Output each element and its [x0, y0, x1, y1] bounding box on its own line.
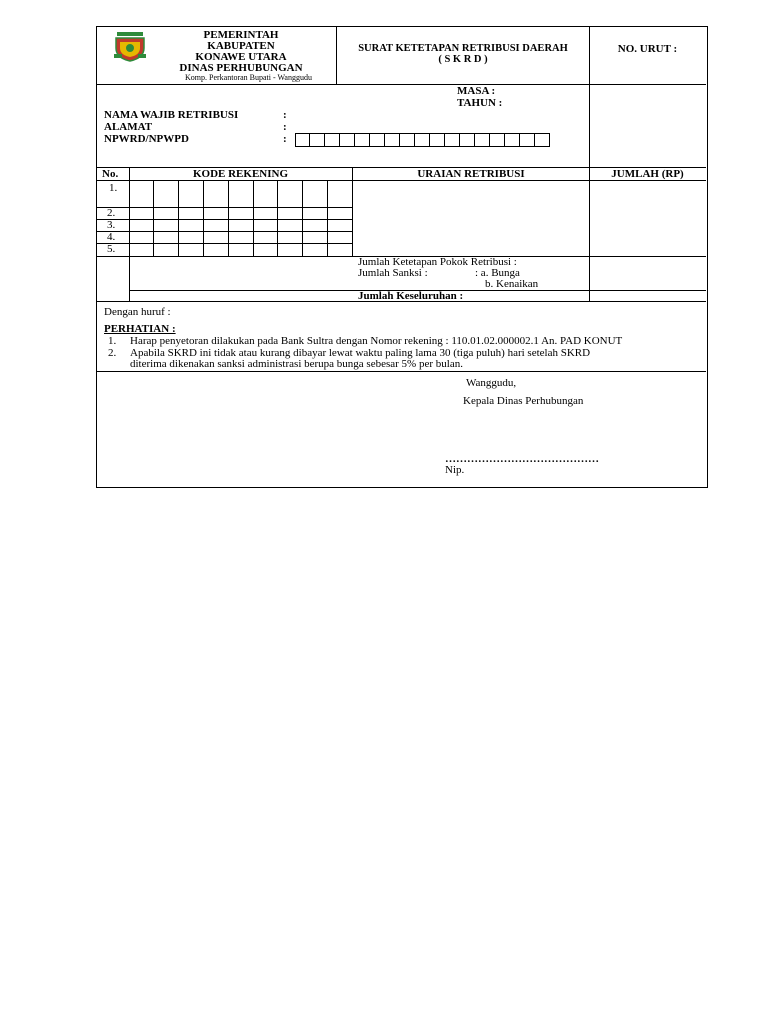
notes-bottom-line	[97, 371, 706, 372]
col-kode-header: KODE REKENING	[192, 168, 289, 180]
npwrd-box[interactable]	[460, 133, 475, 147]
doc-title: SURAT KETETAPAN RETRIBUSI DAERAH	[358, 43, 568, 54]
alamat-colon: :	[283, 121, 287, 133]
note-2-number: 2.	[108, 347, 117, 359]
kode-grid-line	[302, 180, 303, 256]
npwrd-box[interactable]	[475, 133, 490, 147]
no-urut-label: NO. URUT :	[617, 43, 678, 55]
row-number: 2.	[107, 207, 116, 219]
npwrd-label: NPWRD/NPWPD	[104, 133, 189, 145]
note-1-text: Harap penyetoran dilakukan pada Bank Sultra dengan Nomor rekening : 110.01.02.000002.1 An. PAD KONUT	[130, 335, 623, 347]
row-number: 4.	[107, 231, 116, 243]
office-address: Komp. Perkantoran Bupati - Wanggudu	[185, 73, 312, 82]
row-number: 5.	[107, 243, 116, 255]
kode-grid-line	[277, 180, 278, 256]
kode-grid-line	[153, 180, 154, 256]
tahun-label: TAHUN :	[457, 97, 503, 109]
gov-line-4: DINAS PERHUBUNGAN	[179, 62, 303, 74]
gov-line-1: PEMERINTAH	[203, 29, 279, 41]
gov-line-2: KABUPATEN	[207, 40, 275, 52]
kode-grid-line	[253, 180, 254, 256]
npwrd-box[interactable]	[310, 133, 325, 147]
npwrd-box[interactable]	[355, 133, 370, 147]
header-divider	[97, 84, 706, 85]
row-line	[97, 231, 353, 232]
row-number: 1.	[109, 182, 118, 194]
table-header-line	[97, 180, 706, 181]
regency-emblem-icon	[114, 32, 146, 62]
row-line	[97, 207, 353, 208]
signature-dots: ……………………………………	[445, 453, 599, 465]
bunga-label: : a. Bunga	[475, 267, 520, 279]
col-divider-no	[129, 167, 130, 301]
note-1-number: 1.	[108, 335, 117, 347]
note-2-text-line2: diterima dikenakan sanksi administrasi berupa bunga sebesar 5% per bulan.	[130, 358, 463, 370]
pokok-label: Jumlah Ketetapan Pokok Retribusi :	[358, 256, 517, 268]
col-no-header: No.	[102, 168, 119, 180]
row-line	[97, 243, 353, 244]
gov-line-3: KONAWE UTARA	[195, 51, 287, 63]
perhatian-heading: PERHATIAN :	[104, 323, 176, 335]
col-divider-uraian	[589, 167, 590, 301]
dengan-huruf-label: Dengan huruf :	[104, 306, 171, 318]
doc-abbrev: ( S K R D )	[438, 54, 488, 65]
npwrd-colon: :	[283, 133, 287, 145]
note-2-text-line1: Apabila SKRD ini tidak atau kurang dibayar lewat waktu paling lama 30 (tiga puluh) hari setelah SKRD	[130, 347, 591, 359]
kode-grid-line	[178, 180, 179, 256]
masa-label: MASA :	[457, 85, 496, 97]
npwrd-box[interactable]	[535, 133, 550, 147]
npwrd-box[interactable]	[505, 133, 520, 147]
keseluruhan-label: Jumlah Keseluruhan :	[358, 290, 464, 302]
alamat-label: ALAMAT	[104, 121, 153, 133]
kode-grid-line	[203, 180, 204, 256]
col-uraian-header: URAIAN RETRIBUSI	[417, 168, 525, 180]
row-line	[97, 219, 353, 220]
npwrd-box[interactable]	[490, 133, 505, 147]
npwrd-box[interactable]	[520, 133, 535, 147]
npwrd-box[interactable]	[295, 133, 310, 147]
skrd-form	[96, 26, 708, 488]
col-jumlah-header: JUMLAH (RP)	[611, 168, 684, 180]
table-bottom-line	[97, 301, 706, 302]
nip-label: Nip.	[445, 464, 465, 476]
npwrd-box[interactable]	[370, 133, 385, 147]
kode-grid-line	[327, 180, 328, 256]
npwrd-box[interactable]	[325, 133, 340, 147]
npwrd-box[interactable]	[385, 133, 400, 147]
npwrd-box[interactable]	[430, 133, 445, 147]
kode-grid-line	[228, 180, 229, 256]
signature-place: Wanggudu,	[466, 377, 517, 389]
row-number: 3.	[107, 219, 116, 231]
npwrd-box[interactable]	[340, 133, 355, 147]
sanksi-label: Jumlah Sanksi :	[358, 267, 428, 279]
nama-label: NAMA WAJIB RETRIBUSI	[104, 109, 239, 121]
npwrd-box[interactable]	[445, 133, 460, 147]
nama-colon: :	[283, 109, 287, 121]
signature-position: Kepala Dinas Perhubungan	[463, 395, 584, 407]
npwrd-box[interactable]	[400, 133, 415, 147]
kenaikan-label: b. Kenaikan	[485, 278, 539, 290]
npwrd-box[interactable]	[415, 133, 430, 147]
